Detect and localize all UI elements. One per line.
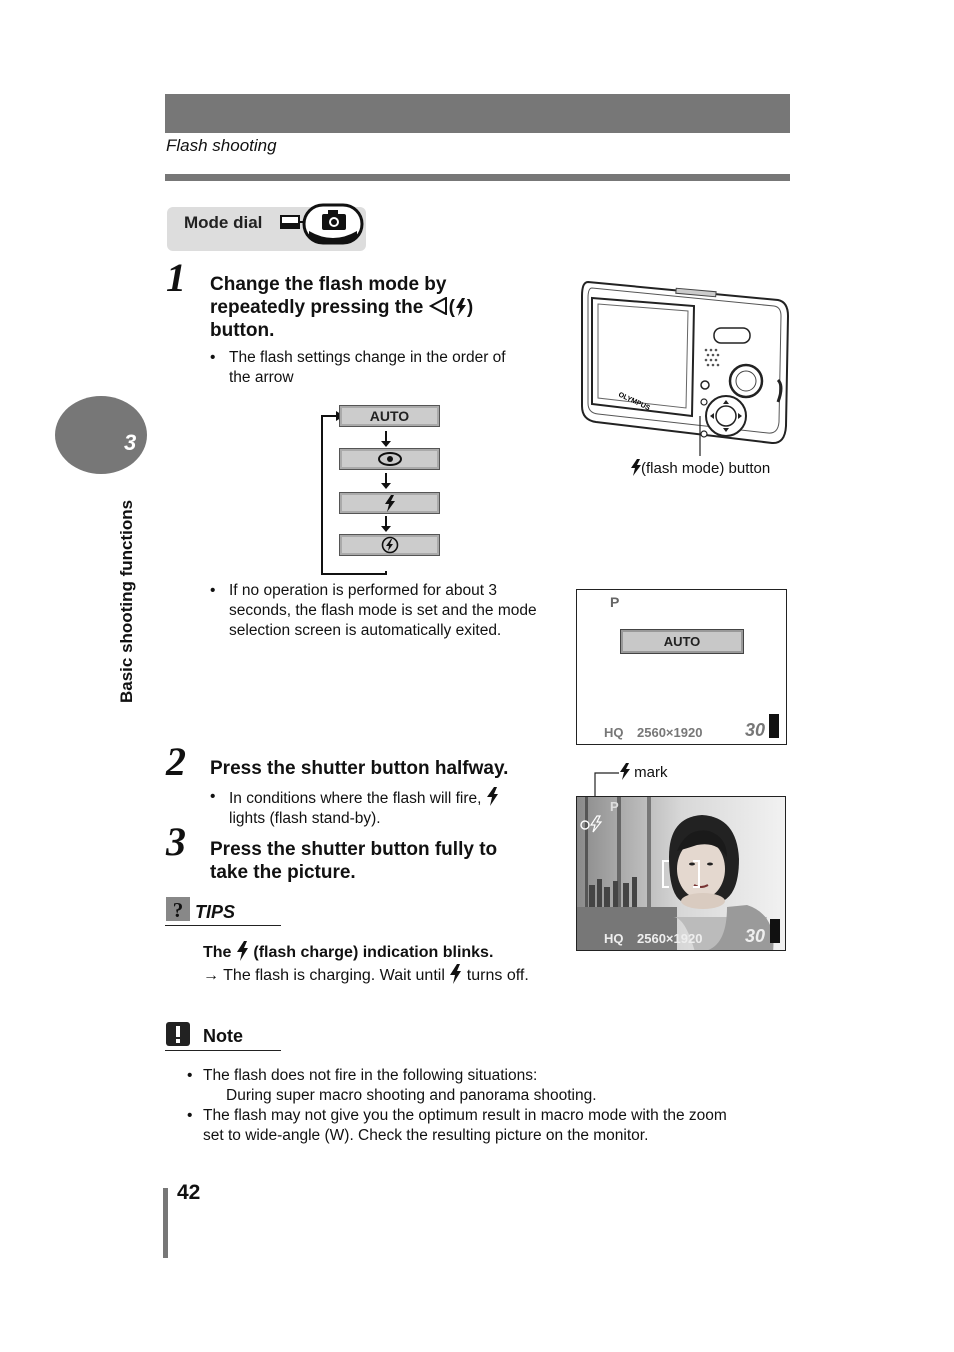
- step1-bullet2-line1: If no operation is performed for about 3: [229, 582, 497, 599]
- step2-heading: Press the shutter button halfway.: [210, 758, 509, 779]
- bullet-dot: •: [187, 1067, 193, 1084]
- lcd2-count: 30: [745, 926, 766, 946]
- section-title: Flash shooting: [166, 136, 277, 155]
- lcd-screen-mode-select: [576, 589, 787, 745]
- left-arrow-icon: [429, 297, 449, 315]
- step1-bullet1: [210, 348, 506, 388]
- step1-bullet1-line1: The flash settings change in the order of: [229, 349, 506, 366]
- lcd1-count: 30: [745, 720, 766, 740]
- flash-icon: [486, 787, 499, 806]
- lcd1-mode: P: [610, 594, 620, 610]
- flow-fill: [339, 492, 440, 514]
- mode-dial-icon: [279, 203, 367, 247]
- lcd2-memory-gauge: [770, 919, 780, 943]
- step3-heading-line2: take the picture.: [210, 862, 356, 883]
- step3-number: 3: [166, 819, 186, 864]
- red-eye-icon: [377, 452, 403, 466]
- note-item-2: [187, 1106, 727, 1146]
- camera-brand: OLYMPUS: [617, 391, 651, 413]
- bullet-dot: •: [187, 1107, 193, 1124]
- lcd1-memory-gauge: [769, 714, 779, 738]
- flow-redeye: [339, 448, 440, 470]
- camera-illustration: [578, 276, 792, 456]
- step2-bullet-line1: In conditions where the flash will fire,: [229, 790, 482, 807]
- lcd1-selection-label: AUTO: [623, 632, 741, 651]
- flash-mark-callout: [619, 763, 668, 781]
- chapter-number: 3: [124, 430, 137, 455]
- step2-number: 2: [166, 739, 186, 784]
- bullet-dot: •: [210, 788, 216, 805]
- tips-title: [203, 941, 493, 962]
- flash-icon: [619, 763, 630, 780]
- note-item-1-line1: The flash does not fire in the following situations:: [203, 1067, 538, 1084]
- tips-body: [203, 964, 529, 985]
- lcd2-mode: P: [610, 799, 619, 814]
- header-rule: [165, 174, 790, 181]
- lcd2-standby-indicator: [580, 815, 604, 833]
- bullet-dot: •: [210, 582, 216, 599]
- tips-label: TIPS: [195, 902, 236, 922]
- step1-heading-line2: [210, 296, 473, 319]
- flash-icon: [384, 495, 396, 512]
- paren-open: (: [448, 297, 455, 318]
- flash-icon: [455, 298, 467, 316]
- step1-heading-text: repeatedly pressing the: [210, 297, 424, 318]
- step2-bullet-line2: lights (flash stand-by).: [229, 810, 381, 827]
- flow-auto-label: AUTO: [342, 408, 437, 424]
- tips-title-suffix: (flash charge) indication blinks.: [253, 944, 494, 961]
- lcd2-quality: HQ: [604, 931, 624, 946]
- step1-bullet2-line3: selection screen is automatically exited.: [229, 622, 502, 639]
- lcd1-quality: HQ: [604, 725, 624, 740]
- step1-number: 1: [166, 255, 186, 300]
- header-bar: [165, 94, 790, 133]
- lcd1-resolution: 2560×1920: [637, 725, 703, 740]
- step1-bullet2: [210, 581, 537, 641]
- step3-heading-line1: Press the shutter button fully to: [210, 839, 498, 860]
- flash-button-callout: [630, 459, 770, 477]
- mode-dial-label: Mode dial: [184, 213, 263, 232]
- flash-mark-label: mark: [634, 764, 668, 781]
- step1-bullet1-line2: the arrow: [229, 369, 294, 386]
- paren-close: ): [466, 297, 474, 318]
- lcd1-selection-box: [620, 629, 744, 654]
- flash-icon: [630, 459, 641, 476]
- svg-text:?: ?: [172, 898, 184, 921]
- flow-auto: [339, 405, 440, 427]
- lcd2-af-frame: [661, 859, 701, 889]
- note-icon: [166, 1022, 190, 1046]
- lcd-screen-standby: [576, 796, 786, 951]
- note-item-2-line1: The flash may not give you the optimum result in macro mode with the zoom: [203, 1107, 727, 1124]
- page-number: 42: [177, 1181, 201, 1204]
- tips-body-suffix: turns off.: [466, 967, 529, 984]
- tips-body-prefix: → The flash is charging. Wait until: [203, 967, 445, 984]
- note-item-1: [187, 1066, 597, 1106]
- step1-bullet2-line2: seconds, the flash mode is set and the mode: [229, 602, 537, 619]
- flash-button-callout-text: (flash mode) button: [641, 460, 771, 477]
- note-label: Note: [203, 1026, 243, 1046]
- step1-heading-line1: Change the flash mode by: [210, 274, 447, 295]
- note-item-2-line2: set to wide-angle (W). Check the resulting picture on the monitor.: [203, 1127, 649, 1144]
- flash-icon: [236, 941, 249, 961]
- tips-icon: [166, 897, 190, 921]
- bullet-dot: •: [210, 349, 216, 366]
- chapter-title: Basic shooting functions: [117, 499, 136, 703]
- tips-title-prefix: The: [203, 944, 232, 961]
- page-bar: [163, 1188, 168, 1258]
- tips-underline: [165, 925, 281, 926]
- flash-icon: [449, 964, 462, 984]
- lcd2-resolution: 2560×1920: [637, 931, 703, 946]
- flow-off: [339, 534, 440, 556]
- note-underline: [165, 1050, 281, 1051]
- note-item-1-line2: During super macro shooting and panorama shooting.: [226, 1087, 597, 1104]
- step2-bullet: [210, 787, 499, 829]
- step1-heading-line3: button.: [210, 320, 275, 341]
- flash-off-icon: [381, 536, 399, 554]
